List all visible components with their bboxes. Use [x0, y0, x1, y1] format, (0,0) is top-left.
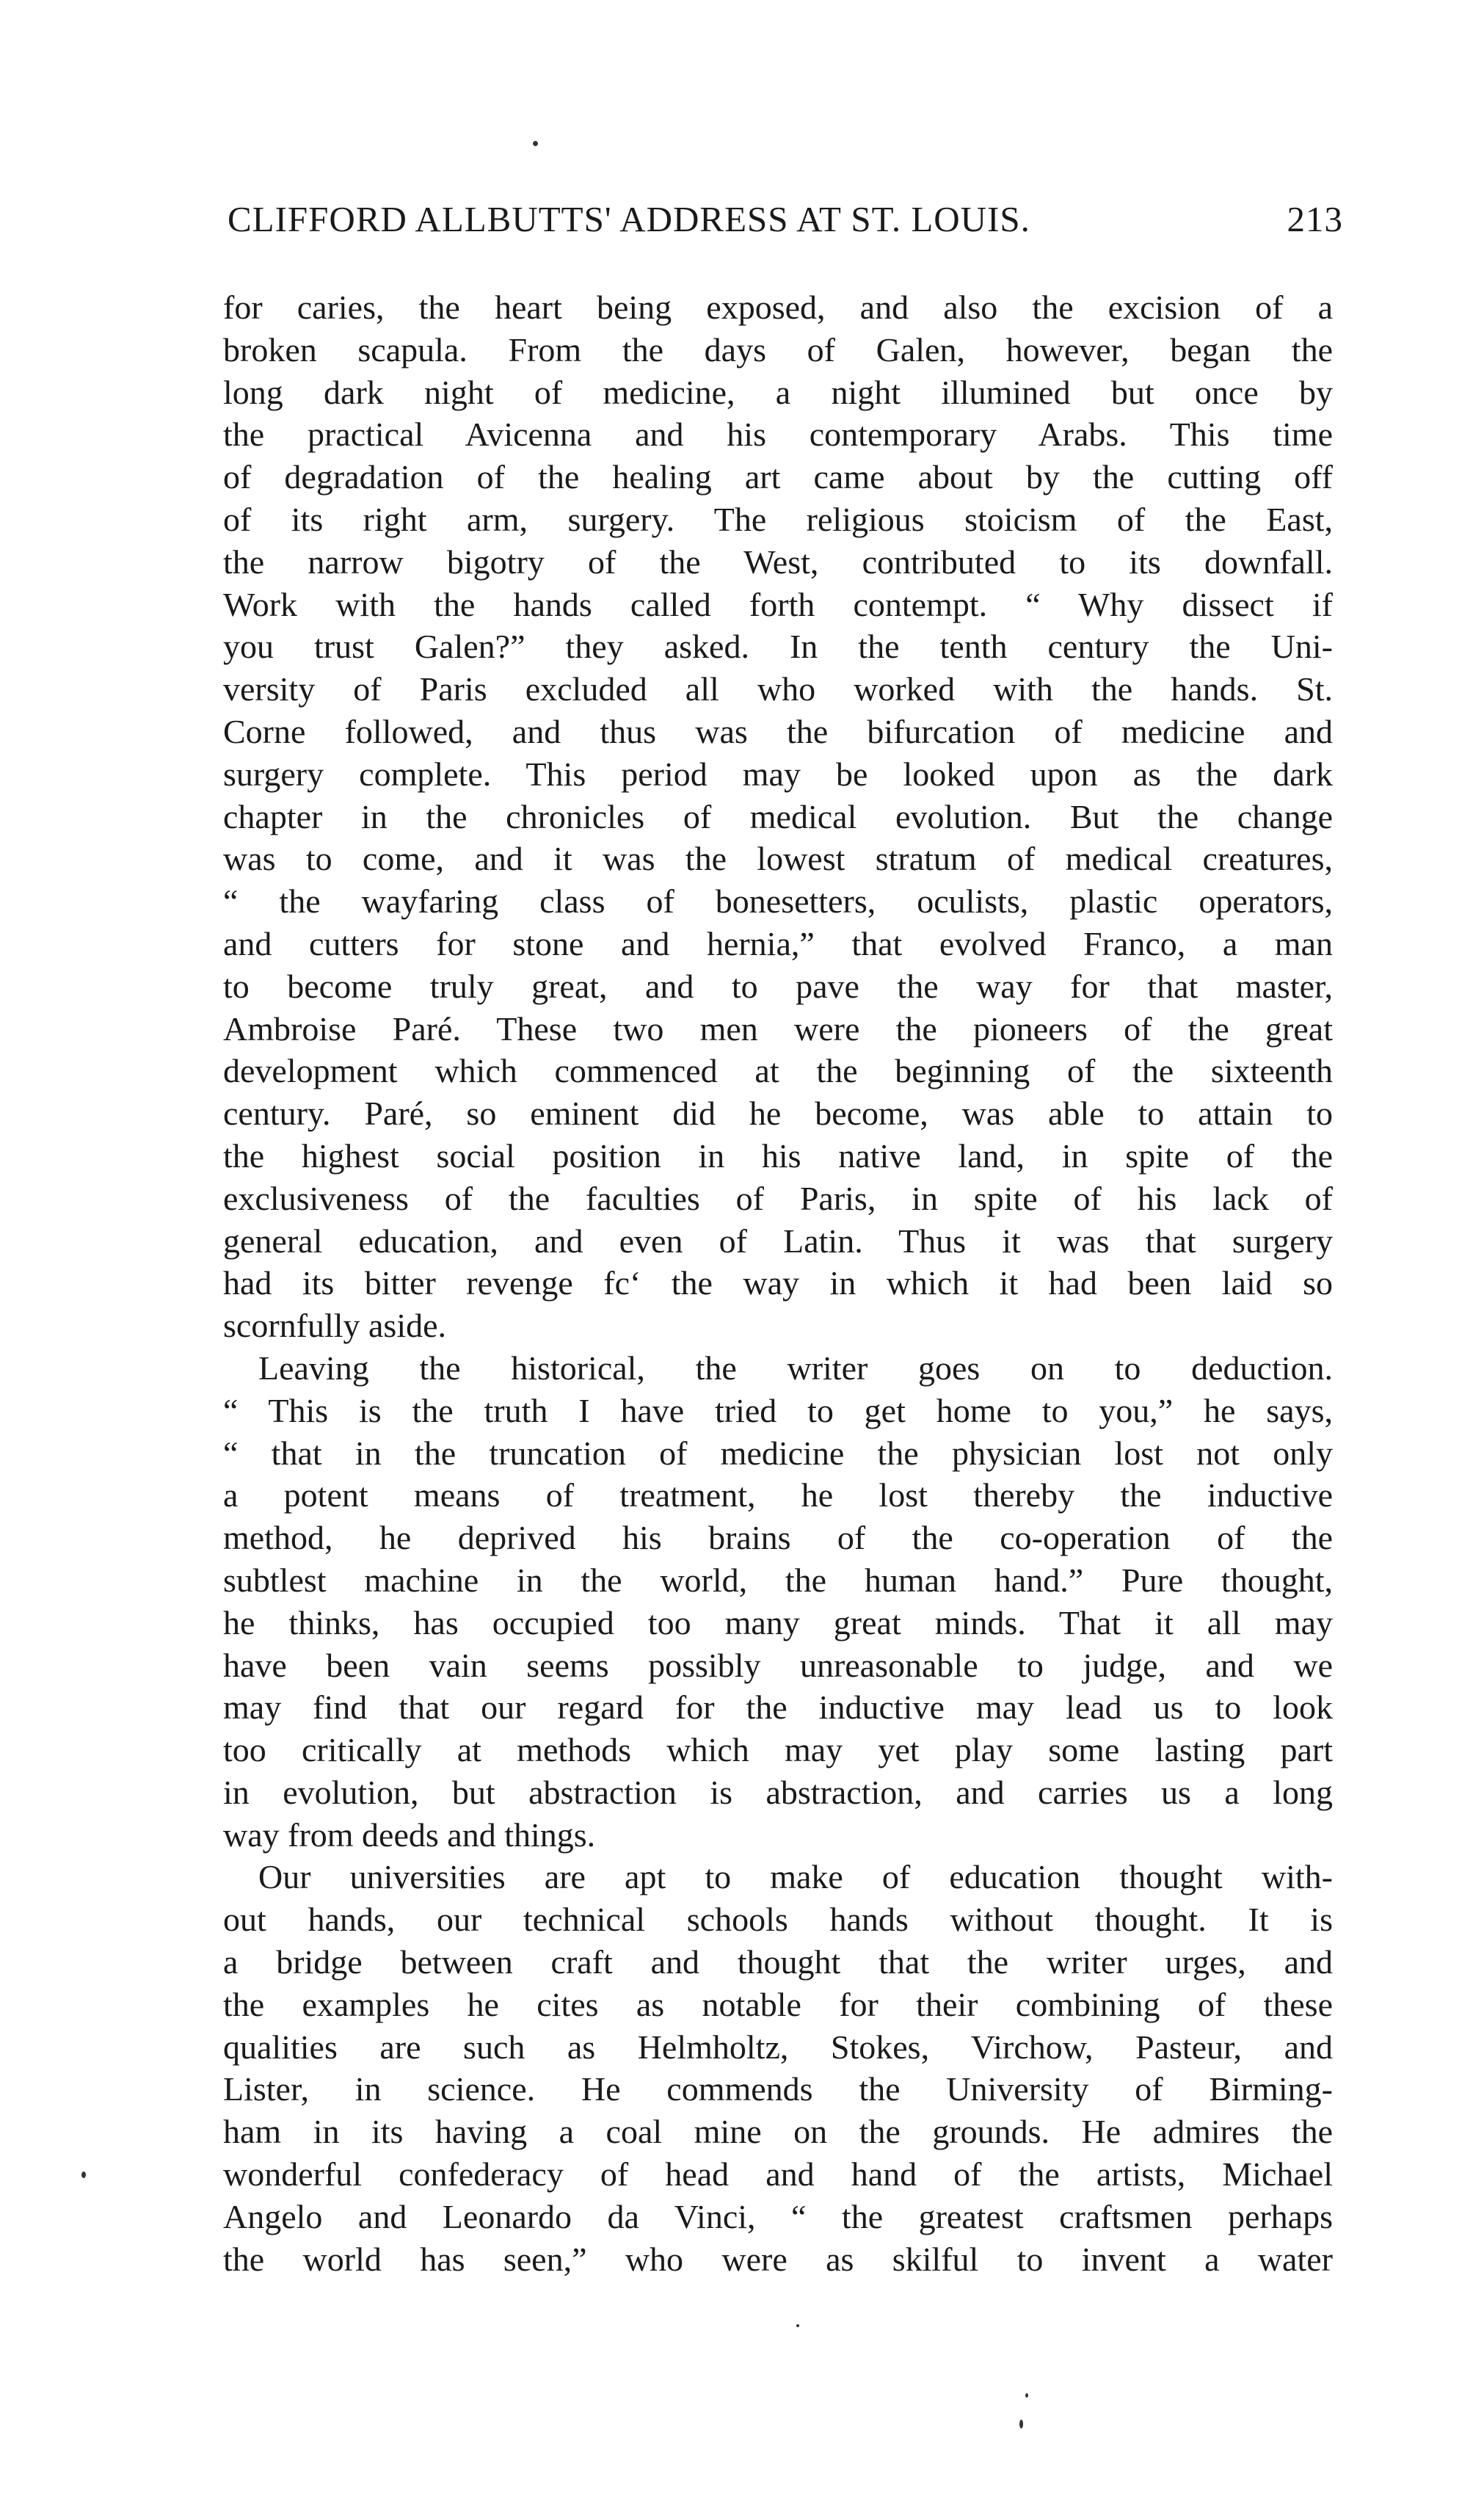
text-line: of degradation of the healing art came about by the cutting off: [223, 458, 1333, 496]
text-line: may find that our regard for the inductive may lead us to look: [223, 1688, 1333, 1727]
print-speck: [81, 2171, 86, 2178]
text-line: century. Paré, so eminent did he become, was able to attain to: [223, 1095, 1333, 1133]
print-speck: [533, 141, 538, 146]
text-line: Corne followed, and thus was the bifurcation of medicine and: [223, 712, 1333, 750]
text-line: a potent means of treatment, he lost thereby the inductive: [223, 1476, 1333, 1514]
text-line: was to come, and it was the lowest stratum of medical creatures,: [223, 840, 1333, 878]
text-line: in evolution, but abstraction is abstraction, and carries us a long: [223, 1773, 1333, 1811]
text-line: “ the wayfaring class of bonesetters, oculists, plastic operators,: [223, 882, 1333, 921]
text-line: for caries, the heart being exposed, and also the excision of a: [223, 289, 1333, 326]
text-line: the world has seen,” who were as skilful to invent a water: [223, 2240, 1333, 2278]
text-line: to become truly great, and to pave the way for that master,: [223, 967, 1333, 1005]
text-line: surgery complete. This period may be looked upon as the dark: [223, 755, 1333, 793]
text-line: the highest social position in his native land, in spite of the: [223, 1136, 1333, 1175]
text-line: had its bitter revenge fcʻ the way in which it had been laid so: [223, 1264, 1333, 1302]
text-line: Angelo and Leonardo da Vinci, “ the greatest craftsmen perhaps: [223, 2197, 1333, 2235]
text-line: “ This is the truth I have tried to get home to you,” he says,: [223, 1391, 1333, 1429]
text-line: exclusiveness of the faculties of Paris, in spite of his lack of: [223, 1179, 1333, 1217]
text-line: way from deeds and things.: [223, 1815, 596, 1854]
print-speck: [796, 2324, 799, 2327]
page-number: 213: [1287, 199, 1343, 239]
running-title: CLIFFORD ALLBUTTS' ADDRESS AT ST. LOUIS.: [228, 199, 1030, 239]
text-line: Ambroise Paré. These two men were the pioneers of the great: [223, 1009, 1333, 1048]
text-line: have been vain seems possibly unreasonable to judge, and we: [223, 1646, 1333, 1684]
text-line: long dark night of medicine, a night illumined but once by: [223, 373, 1333, 411]
text-line: he thinks, has occupied too many great minds. That it all may: [223, 1603, 1333, 1641]
text-line: of its right arm, surgery. The religious stoicism of the East,: [223, 500, 1333, 538]
print-speck: [1019, 2420, 1023, 2428]
text-line: qualities are such as Helmholtz, Stokes, Virchow, Pasteur, and: [223, 2028, 1333, 2066]
text-line: out hands, our technical schools hands without thought. It is: [223, 1901, 1333, 1939]
text-line: scornfully aside.: [223, 1307, 447, 1345]
text-line: you trust Galen?” they asked. In the tenth century the Uni-: [223, 628, 1333, 666]
text-line: method, he deprived his brains of the co-operation of the: [223, 1519, 1333, 1557]
text-line: development which commenced at the beginning of the sixteenth: [223, 1052, 1333, 1090]
text-line: broken scapula. From the days of Galen, however, began the: [223, 330, 1333, 369]
text-line: Work with the hands called forth contempt. “ Why dissect if: [223, 585, 1333, 623]
text-line: too critically at methods which may yet play some lasting part: [223, 1731, 1333, 1769]
text-line: general education, and even of Latin. Thus it was that surgery: [223, 1222, 1333, 1260]
text-line: wonderful confederacy of head and hand of the artists, Michael: [223, 2155, 1333, 2194]
text-line: subtlest machine in the world, the human hand.” Pure thought,: [223, 1561, 1333, 1599]
text-line: “ that in the truncation of medicine the physician lost not only: [223, 1434, 1333, 1472]
text-line: and cutters for stone and hernia,” that evolved Franco, a man: [223, 924, 1333, 962]
running-header: [228, 198, 1343, 250]
text-line: versity of Paris excluded all who worked with the hands. St.: [223, 670, 1333, 708]
text-line: ham in its having a coal mine on the grounds. He admires the: [223, 2113, 1333, 2151]
text-line: the narrow bigotry of the West, contributed to its downfall.: [223, 543, 1333, 581]
text-line: a bridge between craft and thought that the writer urges, and: [223, 1943, 1333, 1981]
text-line: the examples he cites as notable for their combining of these: [223, 1985, 1333, 2023]
text-line: Lister, in science. He commends the University of Birming-: [223, 2070, 1333, 2108]
paragraph-first-line: Our universities are apt to make of education thought with-: [258, 1858, 1333, 1896]
paragraph-first-line: Leaving the historical, the writer goes on to deduction.: [258, 1349, 1333, 1387]
text-line: chapter in the chronicles of medical evolution. But the change: [223, 797, 1333, 835]
print-speck: [1025, 2393, 1028, 2398]
text-line: the practical Avicenna and his contemporary Arabs. This time: [223, 416, 1333, 454]
body-text: [223, 286, 1333, 2280]
